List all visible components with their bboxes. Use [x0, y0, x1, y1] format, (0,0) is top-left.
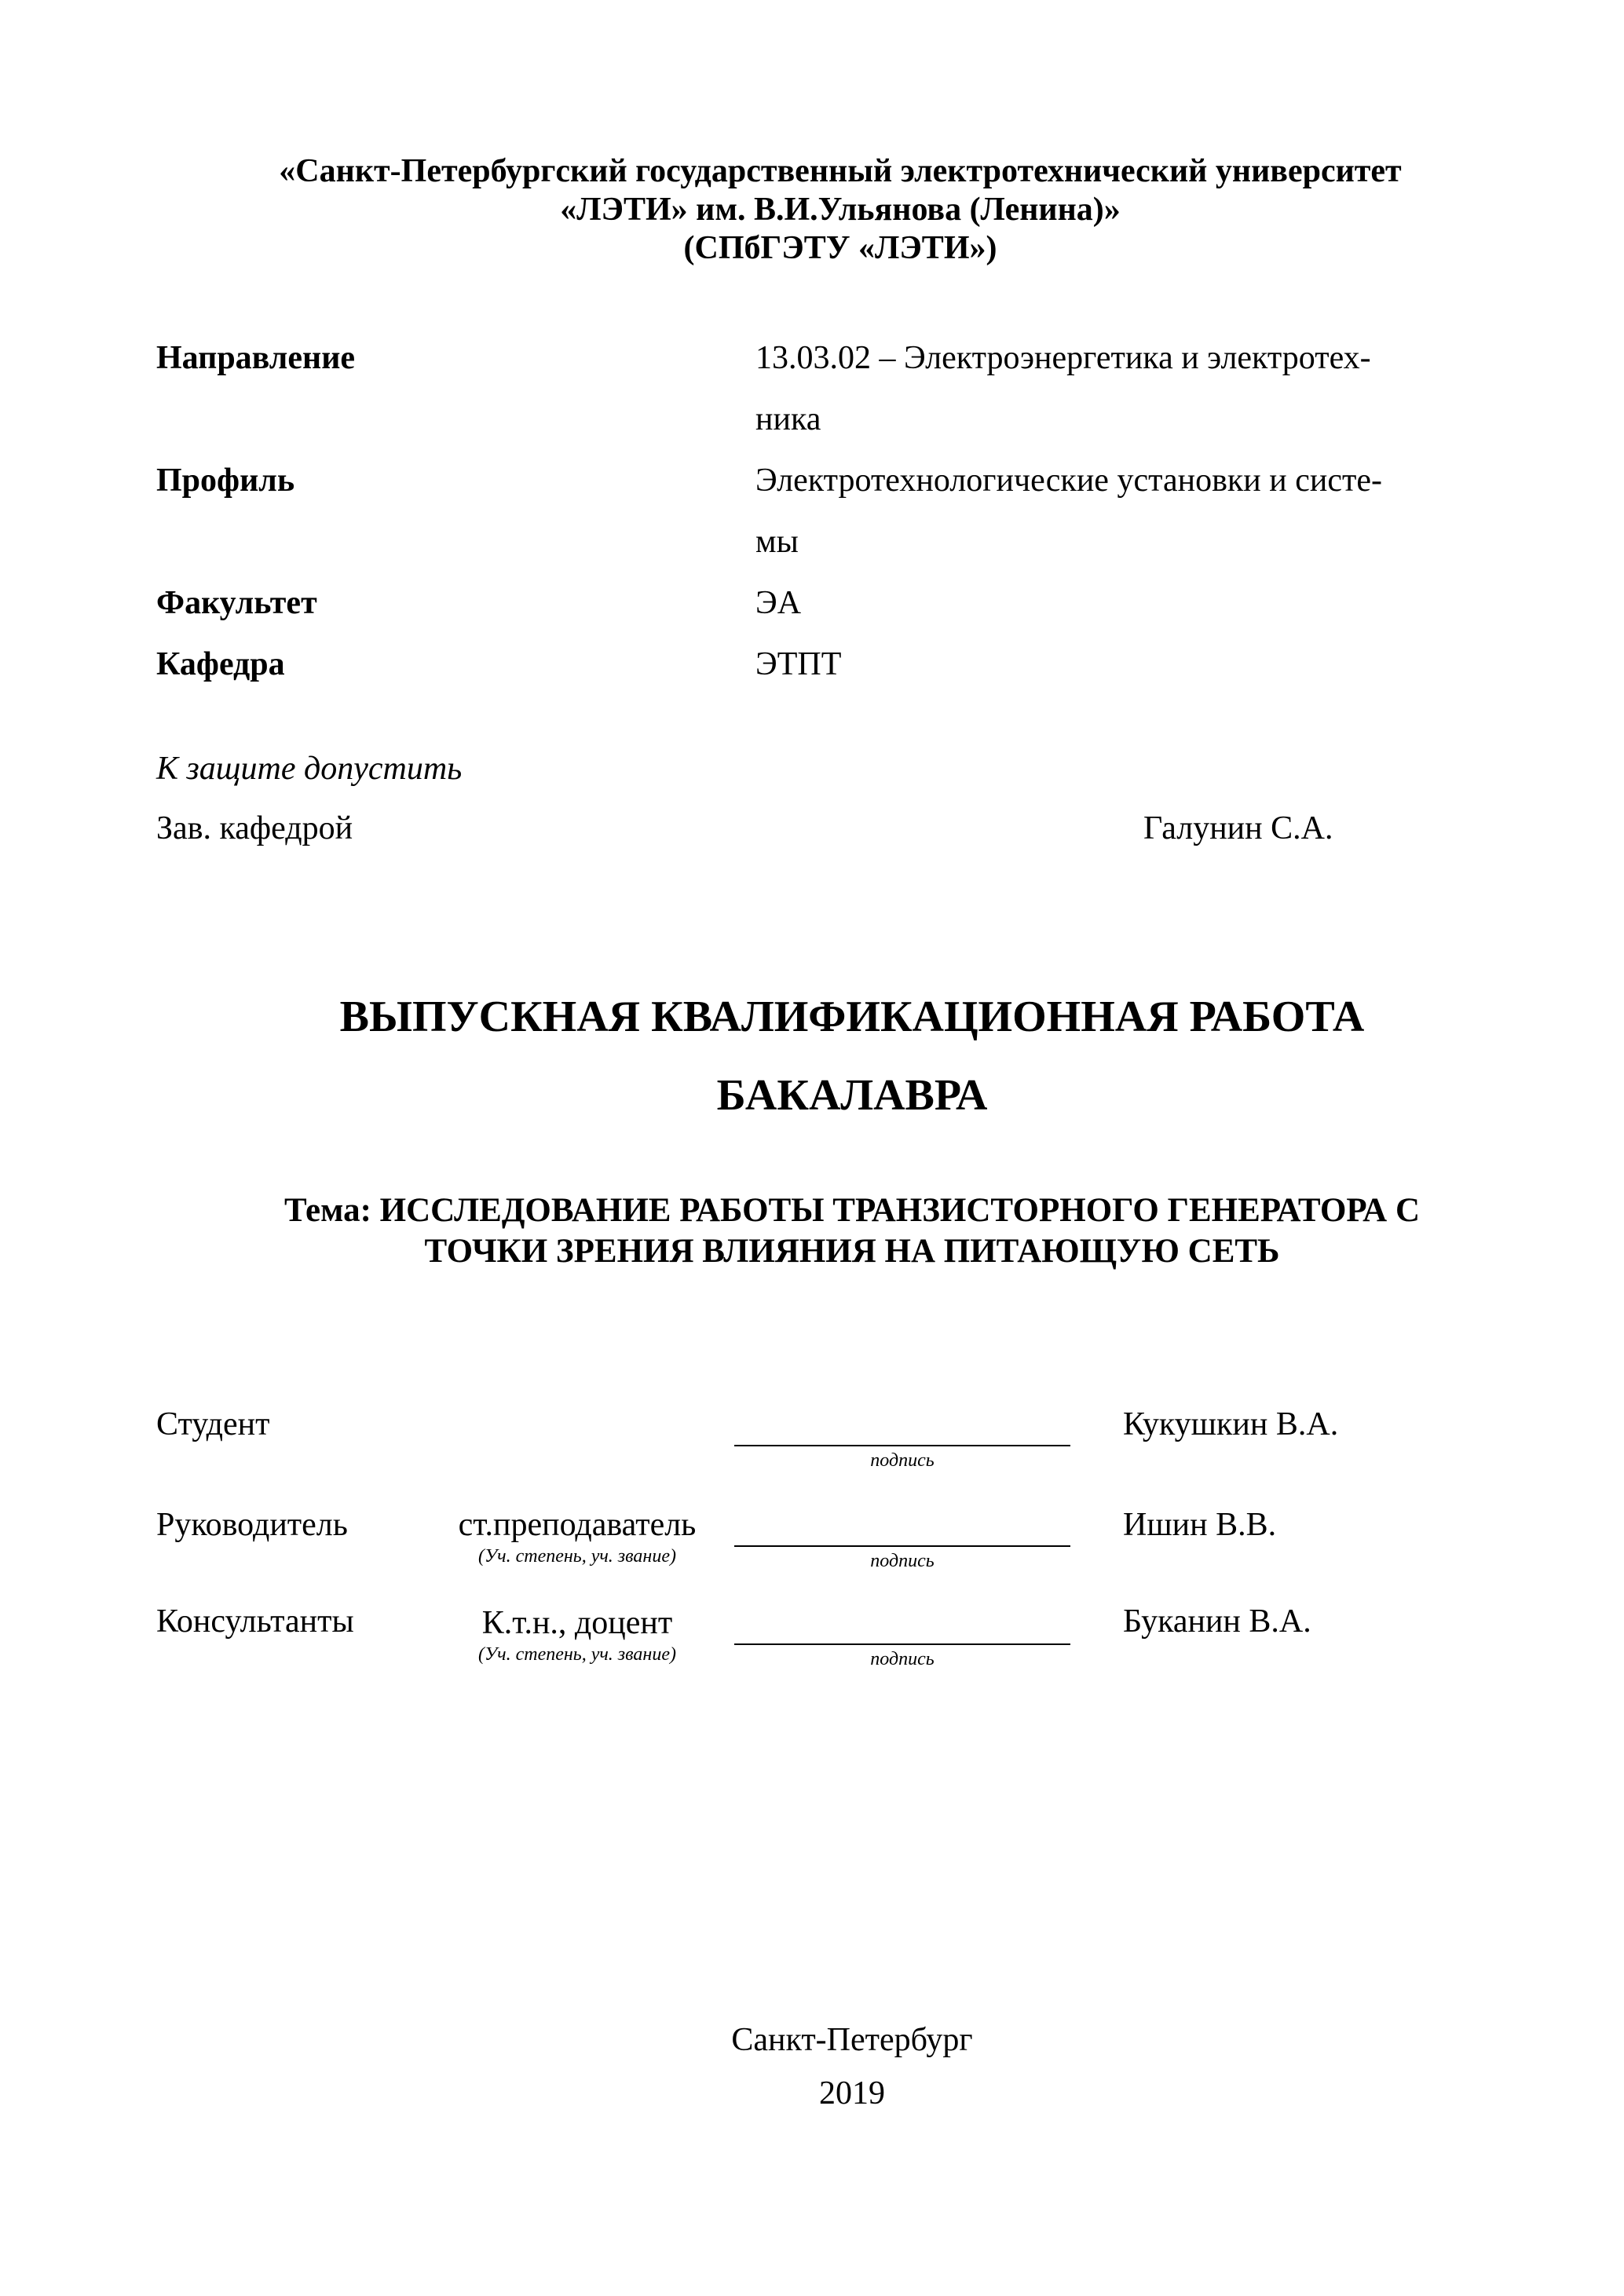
year: 2019 — [819, 2075, 885, 2111]
profile-label: Профиль — [156, 462, 295, 499]
student-signature-line — [734, 1445, 1070, 1446]
supervisor-name: Ишин В.В. — [1123, 1507, 1277, 1543]
department-label: Кафедра — [156, 646, 285, 682]
supervisor-signature-caption: подпись — [870, 1551, 935, 1571]
consultant-role-label: Консультанты — [156, 1603, 354, 1640]
supervisor-role-label: Руководитель — [156, 1507, 348, 1543]
university-name-line-2: «ЛЭТИ» им. В.И.Ульянова (Ленина)» — [560, 192, 1121, 228]
work-title-line-2: БАКАЛАВРА — [716, 1071, 988, 1120]
topic-line-1: Тема: ИССЛЕДОВАНИЕ РАБОТЫ ТРАНЗИСТОРНОГО ГЕНЕРАТОРА С — [283, 1192, 1421, 1229]
student-role-label: Студент — [156, 1406, 270, 1442]
university-abbreviation: (СПбГЭТУ «ЛЭТИ») — [683, 230, 997, 266]
direction-label: Направление — [156, 340, 356, 376]
profile-value-line-2: мы — [755, 524, 799, 560]
supervisor-signature-line — [734, 1545, 1070, 1547]
consultant-signature-caption: подпись — [870, 1649, 935, 1669]
admit-to-defense-text: К защите допустить — [156, 751, 463, 787]
faculty-label: Факультет — [156, 585, 317, 621]
direction-value-line-2: ника — [755, 401, 821, 437]
university-name-line-1: «Санкт-Петербургский государственный электротехнический университет — [279, 153, 1402, 189]
university-header — [157, 152, 1523, 268]
consultant-degree: К.т.н., доцент — [481, 1605, 673, 1641]
city: Санкт-Петербург — [731, 2022, 973, 2058]
student-signature-caption: подпись — [870, 1450, 935, 1471]
supervisor-degree-caption: (Уч. степень, уч. звание) — [478, 1546, 676, 1567]
consultant-degree-caption: (Уч. степень, уч. звание) — [478, 1644, 676, 1665]
work-title-line-1: ВЫПУСКНАЯ КВАЛИФИКАЦИОННАЯ РАБОТА — [339, 993, 1365, 1041]
consultant-signature-line — [734, 1643, 1070, 1645]
head-of-department-name: Галунин С.А. — [1143, 810, 1333, 846]
consultant-name: Буканин В.А. — [1123, 1603, 1311, 1640]
topic-line-2: ТОЧКИ ЗРЕНИЯ ВЛИЯНИЯ НА ПИТАЮЩУЮ СЕТЬ — [424, 1233, 1280, 1270]
department-value: ЭТПТ — [755, 646, 842, 682]
supervisor-degree: ст.преподаватель — [458, 1507, 697, 1543]
profile-value-line-1: Электротехнологические установки и систе- — [755, 462, 1382, 499]
head-of-department-label: Зав. кафедрой — [156, 810, 353, 846]
student-name: Кукушкин В.А. — [1123, 1406, 1339, 1442]
faculty-value: ЭА — [755, 585, 802, 621]
direction-value-line-1: 13.03.02 – Электроэнергетика и электротех- — [755, 340, 1371, 376]
